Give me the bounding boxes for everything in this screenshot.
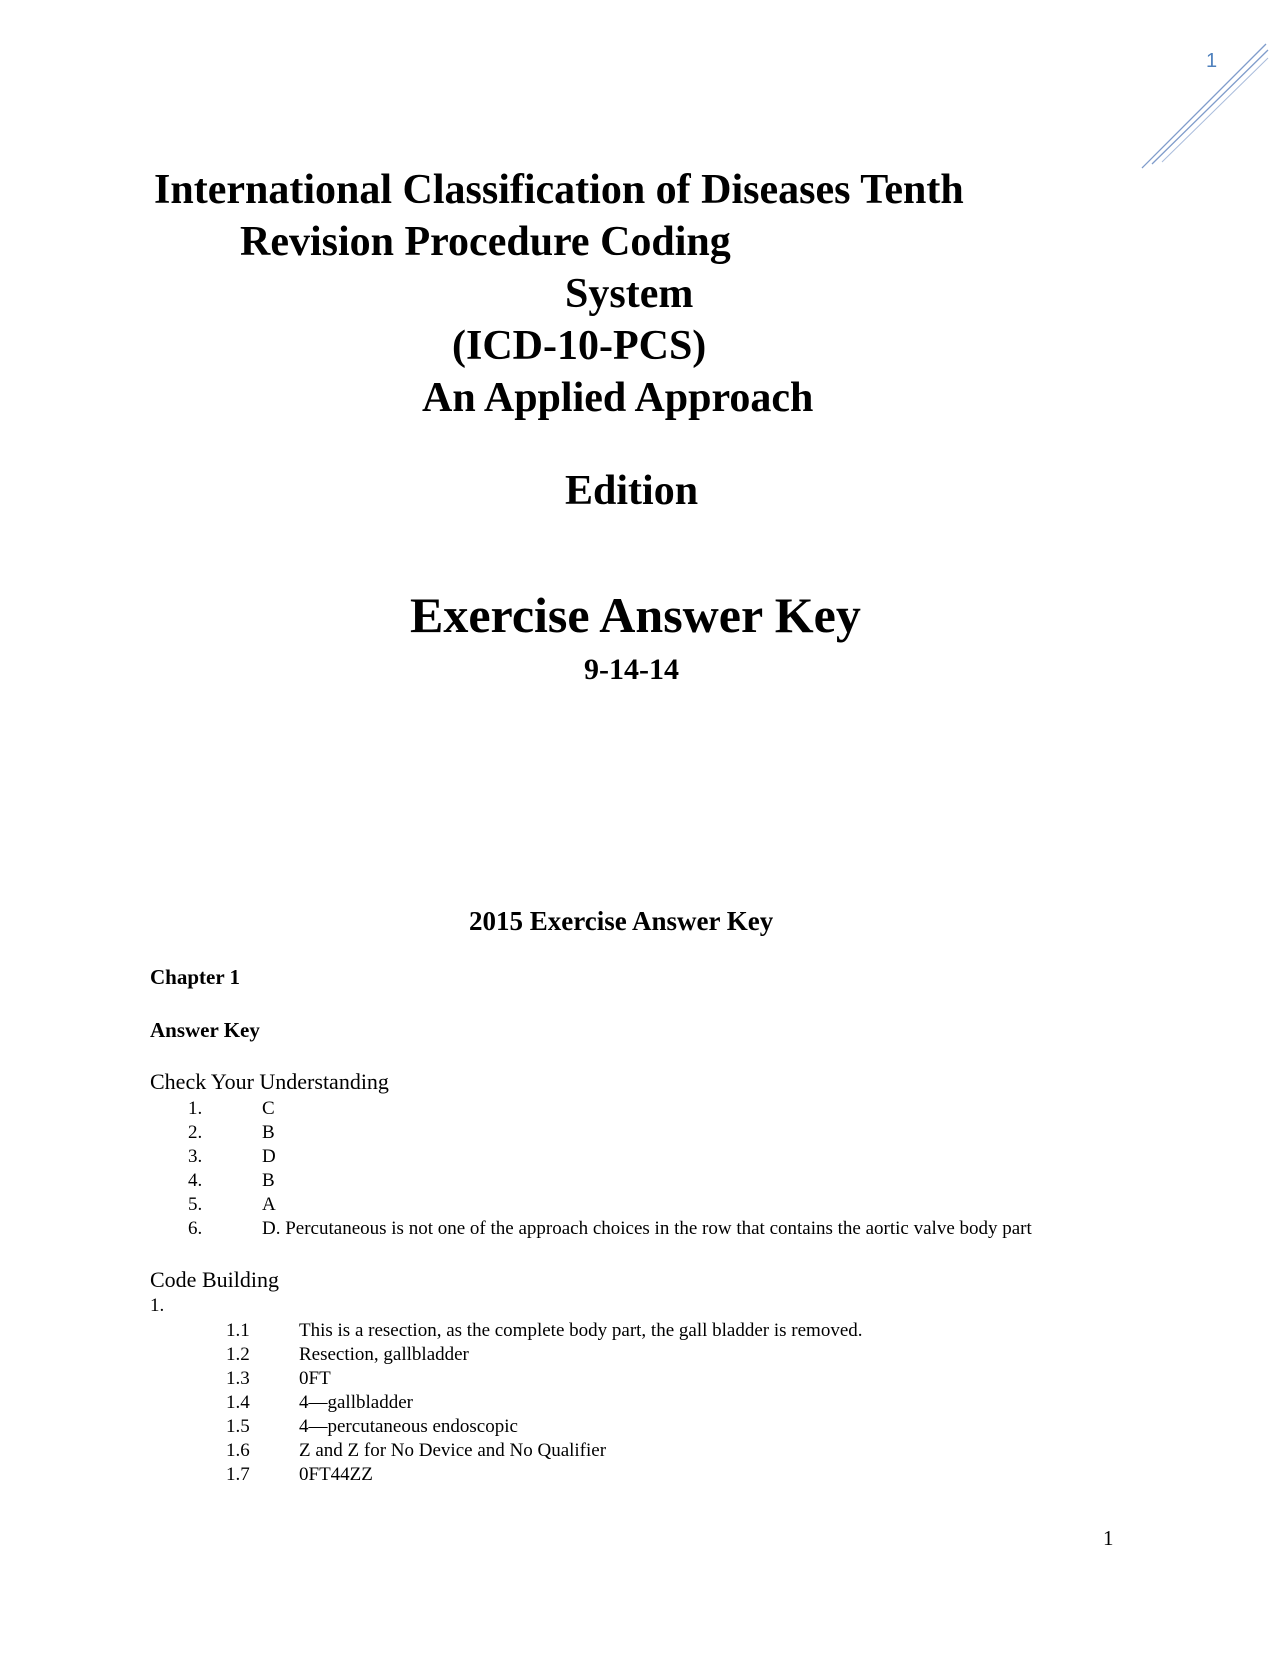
corner-decoration-lines (1140, 40, 1270, 175)
book-title-line-3: System (565, 271, 694, 317)
subitem-number: 1.5 (226, 1416, 250, 1437)
subitem-text: 0FT (299, 1368, 331, 1389)
answer-key-heading: Answer Key (150, 1018, 260, 1042)
corner-line-1 (1142, 44, 1266, 168)
footer-page-number: 1 (1103, 1526, 1114, 1550)
item-answer: D. Percutaneous is not one of the approach choices in the row that contains the aortic valve body part (262, 1218, 1032, 1239)
item-number: 2. (188, 1122, 203, 1143)
item-number: 4. (188, 1170, 203, 1191)
item-answer: B (262, 1170, 275, 1191)
subitem-number: 1.4 (226, 1392, 250, 1413)
check-your-understanding-heading: Check Your Understanding (150, 1069, 389, 1094)
year-heading: 2015 Exercise Answer Key (469, 906, 774, 936)
book-title-line-5: An Applied Approach (422, 375, 814, 421)
book-title-line-4: (ICD-10-PCS) (452, 323, 707, 369)
item-number: 1. (188, 1098, 203, 1119)
item-answer: D (262, 1146, 276, 1167)
subitem-number: 1.7 (226, 1464, 250, 1485)
header-page-number: 1 (1206, 50, 1218, 72)
book-title-line-1: International Classification of Diseases Tenth (154, 167, 964, 213)
item-number: 3. (188, 1146, 203, 1167)
subitem-number: 1.2 (226, 1344, 250, 1365)
edition-label: Edition (565, 468, 699, 514)
code-building-item-number: 1. (150, 1295, 165, 1316)
item-answer: C (262, 1098, 275, 1119)
item-number: 6. (188, 1218, 203, 1239)
subitem-text: 0FT44ZZ (299, 1464, 373, 1485)
chapter-heading: Chapter 1 (150, 965, 241, 989)
subitem-number: 1.6 (226, 1440, 250, 1461)
document-date: 9-14-14 (584, 653, 679, 686)
item-answer: A (262, 1194, 276, 1215)
code-building-heading: Code Building (150, 1267, 279, 1292)
subitem-number: 1.3 (226, 1368, 250, 1389)
item-number: 5. (188, 1194, 203, 1215)
item-answer: B (262, 1122, 275, 1143)
subitem-text: 4—percutaneous endoscopic (299, 1416, 518, 1437)
subitem-text: 4—gallbladder (299, 1392, 413, 1413)
document-subtitle: Exercise Answer Key (410, 587, 861, 643)
corner-line-3 (1162, 58, 1268, 162)
subitem-text: Resection, gallbladder (299, 1344, 469, 1365)
subitem-text: This is a resection, as the complete body part, the gall bladder is removed. (299, 1320, 863, 1341)
corner-line-2 (1152, 50, 1268, 164)
subitem-text: Z and Z for No Device and No Qualifier (299, 1440, 607, 1461)
book-title-line-2: Revision Procedure Coding (240, 219, 731, 265)
subitem-number: 1.1 (226, 1320, 250, 1341)
